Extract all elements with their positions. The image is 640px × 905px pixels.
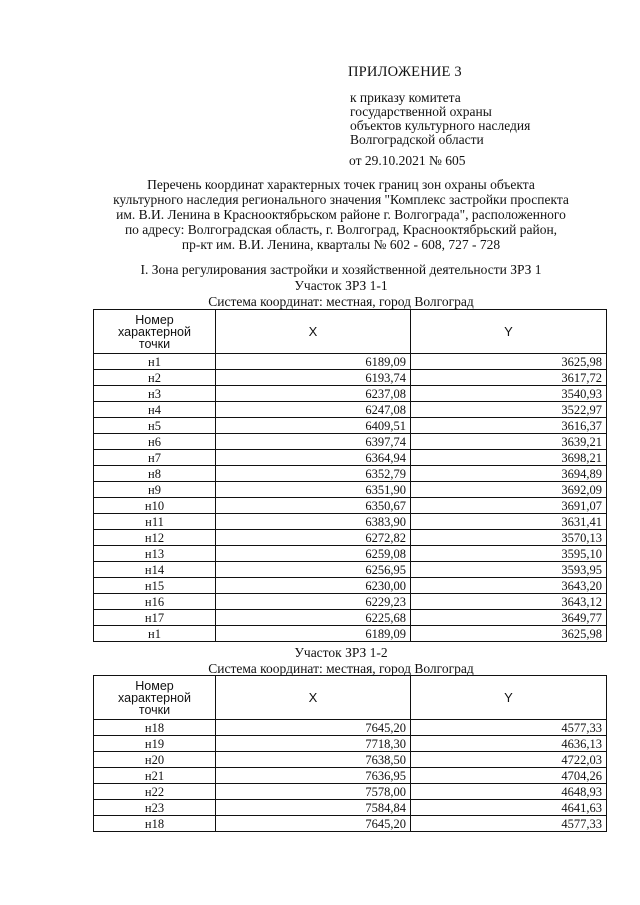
- heading-line: по адресу: Волгоградская область, г. Волгоград, Краснооктябрьский район,: [124, 222, 558, 237]
- x-coordinate-cell: 6256,95: [216, 562, 411, 578]
- column-header-y: Y: [411, 310, 607, 354]
- y-coordinate-cell: 4577,33: [411, 816, 607, 832]
- point-number-cell: н4: [94, 402, 216, 418]
- point-number-cell: н18: [94, 816, 216, 832]
- appendix-title: ПРИЛОЖЕНИЕ 3: [348, 64, 462, 80]
- y-coordinate-cell: 3643,12: [411, 594, 607, 610]
- point-number-cell: н3: [94, 386, 216, 402]
- y-coordinate-cell: 3649,77: [411, 610, 607, 626]
- x-coordinate-cell: 7718,30: [216, 736, 411, 752]
- point-number-cell: н6: [94, 434, 216, 450]
- y-coordinate-cell: 3631,41: [411, 514, 607, 530]
- column-header-number: [94, 676, 216, 720]
- x-coordinate-cell: 7645,20: [216, 816, 411, 832]
- y-coordinate-cell: 4636,13: [411, 736, 607, 752]
- table-row: [94, 434, 607, 450]
- y-coordinate-cell: 3692,09: [411, 482, 607, 498]
- point-number-cell: н23: [94, 800, 216, 816]
- header-line: Номер: [135, 312, 174, 327]
- coordinate-system-caption: Система координат: местная, город Волгоград: [208, 661, 474, 676]
- y-coordinate-cell: 3616,37: [411, 418, 607, 434]
- x-coordinate-cell: 6189,09: [216, 626, 411, 642]
- x-coordinate-cell: 6230,00: [216, 578, 411, 594]
- x-coordinate-cell: 7645,20: [216, 720, 411, 736]
- point-number-cell: н20: [94, 752, 216, 768]
- table-row: [94, 768, 607, 784]
- table-row: [94, 418, 607, 434]
- x-coordinate-cell: 6351,90: [216, 482, 411, 498]
- y-coordinate-cell: 3698,21: [411, 450, 607, 466]
- column-header-x: X: [216, 676, 411, 720]
- x-coordinate-cell: 6247,08: [216, 402, 411, 418]
- x-coordinate-cell: 7578,00: [216, 784, 411, 800]
- x-coordinate-cell: 6364,94: [216, 450, 411, 466]
- x-coordinate-cell: 6409,51: [216, 418, 411, 434]
- table-row: [94, 450, 607, 466]
- table-row: [94, 816, 607, 832]
- table-row: [94, 546, 607, 562]
- y-coordinate-cell: 3570,13: [411, 530, 607, 546]
- table-row: [94, 386, 607, 402]
- point-number-cell: н22: [94, 784, 216, 800]
- y-coordinate-cell: 3639,21: [411, 434, 607, 450]
- y-coordinate-cell: 3595,10: [411, 546, 607, 562]
- column-header-number: [94, 310, 216, 354]
- x-coordinate-cell: 6272,82: [216, 530, 411, 546]
- point-number-cell: н8: [94, 466, 216, 482]
- y-coordinate-cell: 3694,89: [411, 466, 607, 482]
- point-number-cell: н17: [94, 610, 216, 626]
- x-coordinate-cell: 7638,50: [216, 752, 411, 768]
- x-coordinate-cell: 6189,09: [216, 354, 411, 370]
- y-coordinate-cell: 4577,33: [411, 720, 607, 736]
- y-coordinate-cell: 4722,03: [411, 752, 607, 768]
- table-row: [94, 610, 607, 626]
- point-number-cell: н7: [94, 450, 216, 466]
- y-coordinate-cell: 3625,98: [411, 626, 607, 642]
- point-number-cell: н19: [94, 736, 216, 752]
- point-number-cell: н12: [94, 530, 216, 546]
- table-row: [94, 752, 607, 768]
- table-header-row: [94, 310, 607, 354]
- point-number-cell: н21: [94, 768, 216, 784]
- header-line: точки: [138, 702, 171, 717]
- order-line: Волгоградской области: [350, 132, 484, 147]
- heading-line: пр-кт им. В.И. Ленина, кварталы № 602 - 608, 727 - 728: [181, 237, 501, 252]
- table-row: [94, 370, 607, 386]
- y-coordinate-cell: 3593,95: [411, 562, 607, 578]
- table-row: [94, 800, 607, 816]
- table-row: [94, 482, 607, 498]
- document-heading: [40, 177, 640, 252]
- header-line: Номер: [135, 678, 174, 693]
- coordinate-system-caption: Система координат: местная, город Волгоград: [208, 294, 474, 309]
- y-coordinate-cell: 4641,63: [411, 800, 607, 816]
- table-row: [94, 402, 607, 418]
- table-row: [94, 720, 607, 736]
- table-row: [94, 578, 607, 594]
- column-header-x: X: [216, 310, 411, 354]
- header-line: характерной: [118, 690, 191, 705]
- x-coordinate-cell: 7636,95: [216, 768, 411, 784]
- y-coordinate-cell: 3540,93: [411, 386, 607, 402]
- x-coordinate-cell: 6350,67: [216, 498, 411, 514]
- point-number-cell: н16: [94, 594, 216, 610]
- point-number-cell: н5: [94, 418, 216, 434]
- table-row: [94, 594, 607, 610]
- point-number-cell: н2: [94, 370, 216, 386]
- order-reference: [350, 91, 610, 147]
- y-coordinate-cell: 3617,72: [411, 370, 607, 386]
- point-number-cell: н11: [94, 514, 216, 530]
- table-row: [94, 784, 607, 800]
- point-number-cell: н14: [94, 562, 216, 578]
- table-row: [94, 498, 607, 514]
- heading-line: культурного наследия регионального значения "Комплекс застройки проспекта: [113, 192, 569, 207]
- point-number-cell: н13: [94, 546, 216, 562]
- point-number-cell: н10: [94, 498, 216, 514]
- coordinates-table: [93, 675, 607, 832]
- order-date: от 29.10.2021 № 605: [349, 153, 466, 168]
- y-coordinate-cell: 3625,98: [411, 354, 607, 370]
- x-coordinate-cell: 6237,08: [216, 386, 411, 402]
- coordinates-table: [93, 309, 607, 642]
- table-row: [94, 466, 607, 482]
- column-header-y: Y: [411, 676, 607, 720]
- point-number-cell: н15: [94, 578, 216, 594]
- point-number-cell: н18: [94, 720, 216, 736]
- table-header-row: [94, 676, 607, 720]
- x-coordinate-cell: 6225,68: [216, 610, 411, 626]
- zone-title: I. Зона регулирования застройки и хозяйственной деятельности ЗРЗ 1: [140, 262, 542, 277]
- y-coordinate-cell: 3522,97: [411, 402, 607, 418]
- table-row: [94, 530, 607, 546]
- point-number-cell: н1: [94, 626, 216, 642]
- table-row: [94, 736, 607, 752]
- y-coordinate-cell: 4704,26: [411, 768, 607, 784]
- x-coordinate-cell: 6259,08: [216, 546, 411, 562]
- x-coordinate-cell: 7584,84: [216, 800, 411, 816]
- x-coordinate-cell: 6193,74: [216, 370, 411, 386]
- y-coordinate-cell: 3691,07: [411, 498, 607, 514]
- point-number-cell: н9: [94, 482, 216, 498]
- y-coordinate-cell: 3643,20: [411, 578, 607, 594]
- table-row: [94, 626, 607, 642]
- table-row: [94, 354, 607, 370]
- x-coordinate-cell: 6229,23: [216, 594, 411, 610]
- order-line: к приказу комитета: [350, 90, 461, 105]
- y-coordinate-cell: 4648,93: [411, 784, 607, 800]
- section-title: Участок ЗРЗ 1-1: [294, 278, 388, 293]
- x-coordinate-cell: 6383,90: [216, 514, 411, 530]
- order-line: государственной охраны: [350, 104, 492, 119]
- header-line: характерной: [118, 324, 191, 339]
- order-line: объектов культурного наследия: [350, 118, 531, 133]
- table-row: [94, 562, 607, 578]
- x-coordinate-cell: 6397,74: [216, 434, 411, 450]
- point-number-cell: н1: [94, 354, 216, 370]
- x-coordinate-cell: 6352,79: [216, 466, 411, 482]
- table-row: [94, 514, 607, 530]
- header-line: точки: [138, 336, 171, 351]
- section-title: Участок ЗРЗ 1-2: [294, 645, 388, 660]
- heading-line: Перечень координат характерных точек границ зон охраны объекта: [147, 177, 535, 192]
- heading-line: им. В.И. Ленина в Краснооктябрьском районе г. Волгограда", расположенного: [116, 207, 566, 222]
